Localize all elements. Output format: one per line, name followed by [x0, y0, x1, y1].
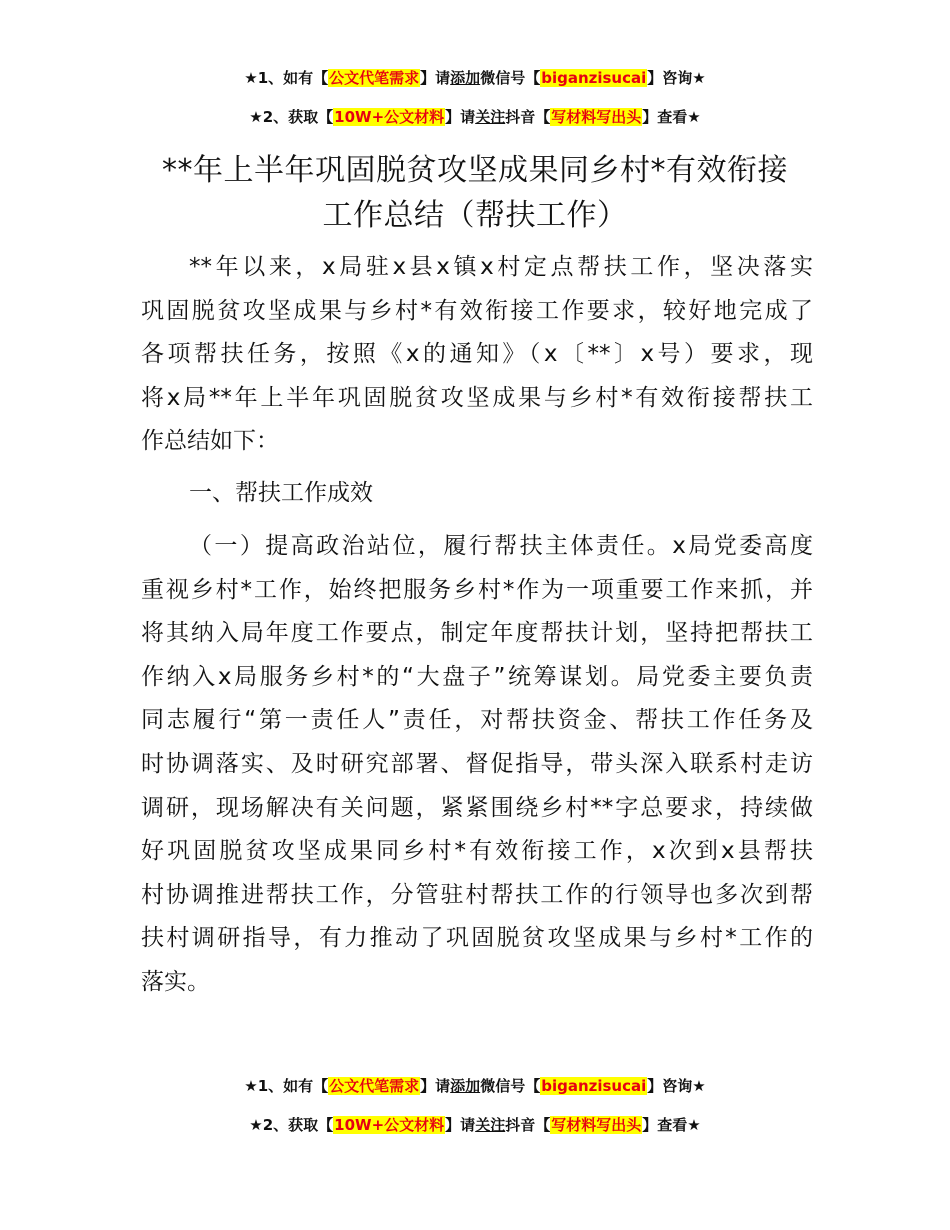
paragraph-line: 重视乡村*工作，始终把服务乡村*作为一项重要工作来抓，并	[141, 576, 813, 603]
promo-text: 1、如有【	[257, 1077, 329, 1095]
promo-highlight: 公文代笔需求	[329, 1077, 420, 1095]
promo-text: 】查看	[642, 108, 688, 126]
star-icon: ★	[692, 69, 706, 87]
promo-text: 2、获取【	[262, 108, 334, 126]
star-icon: ★	[244, 69, 258, 87]
paragraph-line: 扶村调研指导，有力推动了巩固脱贫攻坚成果与乡村*工作的	[141, 925, 813, 952]
star-icon: ★	[692, 1077, 706, 1095]
paragraph-line: （一）提高政治站位，履行帮扶主体责任。x局党委高度	[189, 533, 813, 559]
paragraph-line: **年以来，x局驻x县x镇x村定点帮扶工作，坚决落实	[189, 254, 813, 280]
promo-text: 】请	[445, 1116, 476, 1134]
paragraph-line: 同志履行“第一责任人”责任，对帮扶资金、帮扶工作任务及	[141, 707, 813, 734]
promo-text: 】请	[420, 1077, 451, 1095]
section-paragraph	[141, 525, 813, 1005]
promo-text: 】请	[445, 108, 476, 126]
star-icon: ★	[249, 108, 263, 126]
promo-underlined: 关注	[475, 108, 506, 126]
document-title	[130, 148, 820, 238]
promo-text: 微信号【	[480, 69, 541, 87]
promo-text: 抖音【	[505, 1116, 551, 1134]
star-icon: ★	[687, 108, 701, 126]
promo-highlight-wechat-id: biganzisucai	[541, 1077, 647, 1095]
paragraph-line: 时协调落实、及时研究部署、督促指导，带头深入联系村走访	[141, 750, 813, 777]
document-title-line: **年上半年巩固脱贫攻坚成果同乡村*有效衔接	[162, 153, 788, 188]
paragraph-line: 好巩固脱贫攻坚成果同乡村*有效衔接工作，x次到x县帮扶	[141, 838, 813, 865]
promo-text: 】咨询	[647, 69, 693, 87]
paragraph-line: 巩固脱贫攻坚成果与乡村*有效衔接工作要求，较好地完成了	[141, 297, 813, 324]
section-heading: 一、帮扶工作成效	[189, 480, 373, 506]
intro-paragraph	[141, 246, 813, 464]
paragraph-line: 落实。	[141, 968, 210, 995]
promo-highlight-douyin: 写材料写出头	[551, 1116, 642, 1134]
promo-text: 微信号【	[480, 1077, 541, 1095]
promo-underlined: 添加	[450, 69, 481, 87]
promo-text: 1、如有【	[257, 69, 329, 87]
paragraph-line: 将其纳入局年度工作要点，制定年度帮扶计划，坚持把帮扶工	[141, 620, 813, 647]
paragraph-line: 作总结如下：	[141, 428, 279, 455]
paragraph-line: 将x局**年上半年巩固脱贫攻坚成果与乡村*有效衔接帮扶工	[141, 384, 813, 411]
promo-underlined: 添加	[450, 1077, 481, 1095]
star-icon: ★	[249, 1116, 263, 1134]
promo-text: 】查看	[642, 1116, 688, 1134]
promo-highlight: 10W+公文材料	[334, 108, 445, 126]
top-promo-line-1	[0, 68, 950, 88]
top-promo-line-2	[0, 107, 950, 127]
promo-highlight-douyin: 写材料写出头	[551, 108, 642, 126]
promo-highlight: 10W+公文材料	[334, 1116, 445, 1134]
promo-text: 2、获取【	[262, 1116, 334, 1134]
promo-text: 】请	[420, 69, 451, 87]
promo-text: 抖音【	[505, 108, 551, 126]
bottom-promo-line-2	[0, 1115, 950, 1135]
star-icon: ★	[687, 1116, 701, 1134]
bottom-promo-line-1	[0, 1076, 950, 1096]
promo-highlight: 公文代笔需求	[329, 69, 420, 87]
paragraph-line: 村协调推进帮扶工作，分管驻村帮扶工作的行领导也多次到帮	[141, 881, 813, 908]
star-icon: ★	[244, 1077, 258, 1095]
paragraph-line: 调研，现场解决有关问题，紧紧围绕乡村**字总要求，持续做	[141, 794, 813, 821]
document-title-line: 工作总结（帮扶工作）	[322, 198, 628, 233]
promo-highlight-wechat-id: biganzisucai	[541, 69, 647, 87]
paragraph-line: 作纳入x局服务乡村*的“大盘子”统筹谋划。局党委主要负责	[141, 663, 813, 690]
promo-underlined: 关注	[475, 1116, 506, 1134]
paragraph-line: 各项帮扶任务，按照《x的通知》（x〔**〕x号）要求，现	[141, 341, 813, 368]
promo-text: 】咨询	[647, 1077, 693, 1095]
